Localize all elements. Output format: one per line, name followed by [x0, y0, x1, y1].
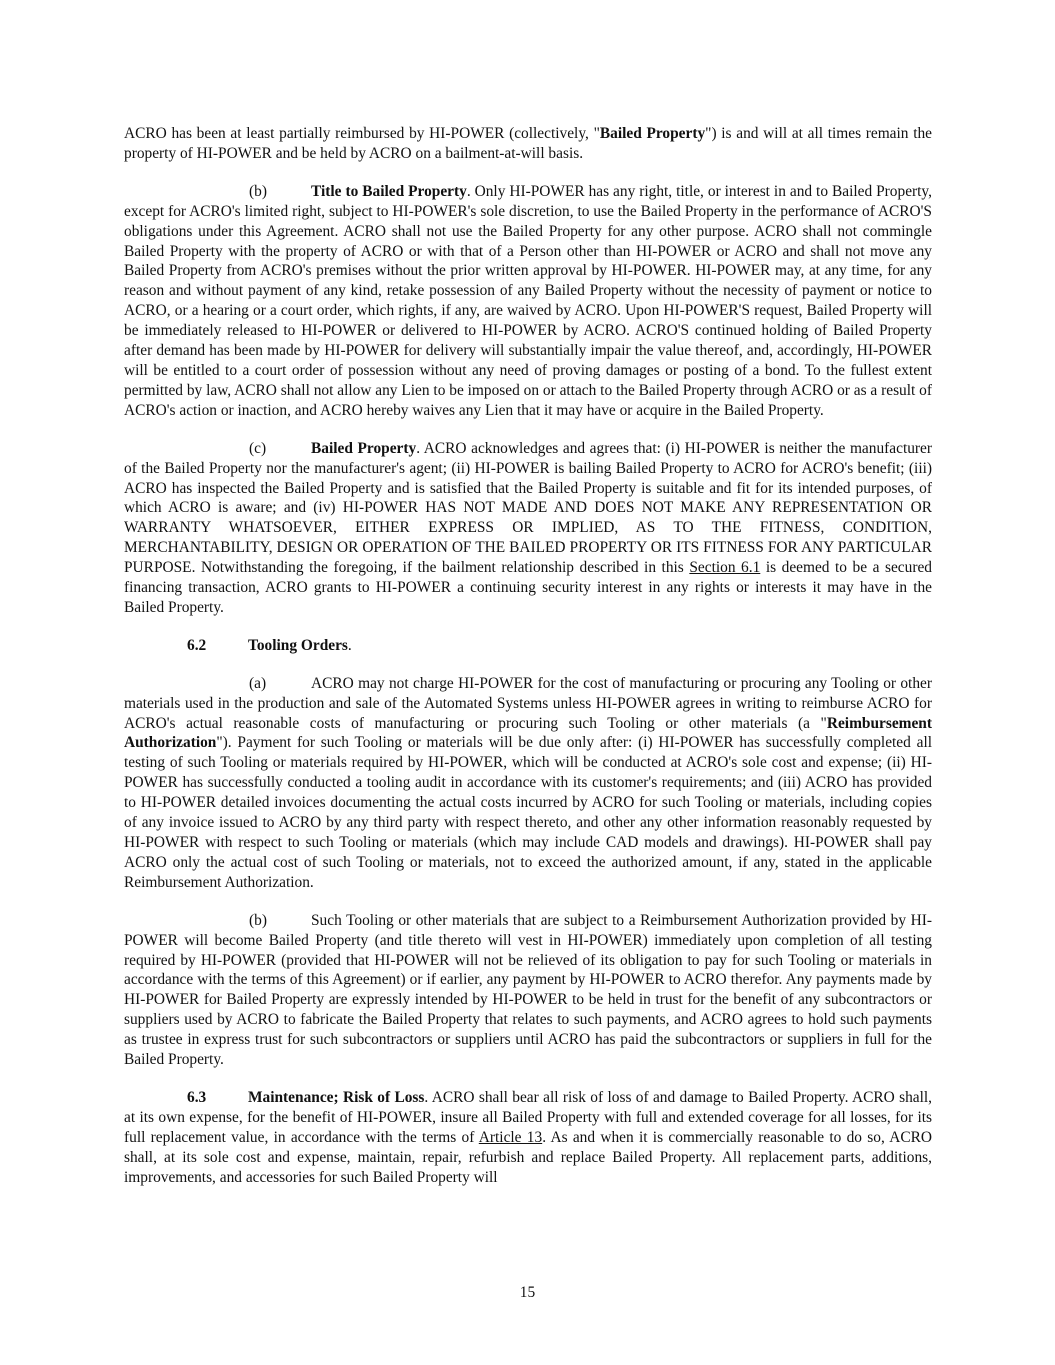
paragraph-6-1-b: (b) Title to Bailed Property. Only HI-POWER has any right, title, or interest in and to Bailed Property, except for ACRO's limited right, subject to HI-POWER's sole discretion, to use the Bailed Property in the performance of ACRO'S obligations under this Agreement. ACRO shall not use the Bailed Property for any other purpose. ACRO shall not commingle Bailed Property with the property of ACRO or with that of a Person other than HI-POWER or ACRO and shall not move any Bailed Property from ACRO's premises without the prior written approval by HI-POWER. HI-POWER may, at any time, for any reason and without payment of any kind, retake possession of any Bailed Property without the necessity of payment or notice to ACRO, or a hearing or a court order, which rights, if any, are waived by ACRO. Upon HI-POWER'S request, Bailed Property will be immediately released to HI-POWER or delivered to HI-POWER by ACRO. ACRO'S continued holding of Bailed Property after demand has been made by HI-POWER for delivery will substantially impair the value thereof, and, accordingly, HI-POWER will be entitled to a court order of possession without any need of proving damages or posting of a bond. To the fullest extent permitted by law, ACRO shall not allow any Lien to be imposed on or attach to the Bailed Property through ACRO or as a result of ACRO's action or inaction, and ACRO hereby waives any Lien that it may have or acquire in the Bailed Property.	[124, 182, 932, 419]
section-number: 6.3	[187, 1088, 207, 1106]
subsection-heading: Bailed Property	[311, 439, 417, 457]
defined-term: Reimbursement Authorization	[124, 714, 932, 752]
section-6-2-heading: 6.2 Tooling Orders.	[187, 636, 352, 654]
page-number: 15	[519, 1284, 536, 1301]
subsection-label: (a)	[249, 674, 267, 692]
paragraph-6-2-b: (b) Such Tooling or other materials that are subject to a Reimbursement Authorization provided by HI-POWER will become Bailed Property (and title thereto will vest in HI-POWER) immediately upon completion of all testing required by HI-POWER (provided that HI-POWER will not be relieved of its obligation to pay for such Tooling or materials in accordance with the terms of this Agreement) or if earlier, any payment by HI-POWER to ACRO therefor. Any payments made by HI-POWER for Bailed Property are expressly intended by HI-POWER to be held in trust for the benefit of any subcontractors or suppliers used by ACRO to fabricate the Bailed Property that relates to such payments, and ACRO agrees to hold such payments as trustee in express trust for such subcontractors or suppliers until ACRO has paid the subcontractors or suppliers in full for the Bailed Property.	[124, 911, 932, 1069]
paragraph-6-2-a: (a) ACRO may not charge HI-POWER for the cost of manufacturing or procuring any Tooling or other materials used in the production and sale of the Automated Systems unless HI-POWER agrees in writing to reimburse ACRO for ACRO's actual reasonable costs of manufacturing or procuring such Tooling or other materials (a "Reimbursement Authorization"). Payment for such Tooling or materials will be due only after: (i) HI-POWER has successfully completed all testing of such Tooling or materials required by HI-POWER, which will be conducted at ACRO's sole cost and expense; (ii) HI-POWER has successfully conducted a tooling audit in accordance with its customer's requirements; and (iii) ACRO has provided to HI-POWER detailed invoices documenting the actual costs incurred by ACRO for such Tooling or materials, including copies of any invoice issued to ACRO by any third party with respect thereto, and other any other information reasonably requested by HI-POWER with respect to such Tooling or materials (which may include CAD models and drawings). HI-POWER shall pay ACRO only the actual cost of such Tooling or materials, not to exceed the authorized amount, if any, stated in the applicable Reimbursement Authorization.	[124, 674, 932, 891]
subsection-heading: Title to Bailed Property	[311, 182, 467, 200]
section-title: Tooling Orders	[248, 636, 348, 654]
section-6-3: 6.3 Maintenance; Risk of Loss. ACRO shall bear all risk of loss of and damage to Bailed Property. ACRO shall, at its own expense, for the benefit of HI-POWER, insure all Bailed Property with full and extended coverage for all losses, for its full replacement value, in accordance with the terms of Article 13. As and when it is commercially reasonable to do so, ACRO shall, at its sole cost and expense, maintain, repair, refurbish and replace Bailed Property. All replacement parts, additions, improvements, and accessories for such Bailed Property will	[124, 1088, 933, 1186]
paragraph-intro: ACRO has been at least partially reimbursed by HI-POWER (collectively, "Bailed Property") is and will at all times remain the property of HI-POWER and be held by ACRO on a bailment-at-will basis.	[124, 125, 932, 162]
section-reference-link[interactable]: Section 6.1	[689, 559, 761, 577]
paragraph-6-1-c: (c) Bailed Property. ACRO acknowledges and agrees that: (i) HI-POWER is neither the manufacturer of the Bailed Property nor the manufacturer's agent; (ii) HI-POWER is bailing Bailed Property to ACRO for ACRO's benefit; (iii) ACRO has inspected the Bailed Property and is satisfied that the Bailed Property is suitable and fit for its intended purposes, of which ACRO is aware; and (iv) HI-POWER HAS NOT MADE AND DOES NOT MAKE ANY REPRESENTATION OR WARRANTY WHATSOEVER, EITHER EXPRESS OR IMPLIED, AS TO THE FITNESS, CONDITION, MERCHANTABILITY, DESIGN OR OPERATION OF THE BAILED PROPERTY OR ITS FITNESS FOR ANY PARTICULAR PURPOSE. Notwithstanding the foregoing, if the bailment relationship described in this Section 6.1 is deemed to be a secured financing transaction, ACRO grants to HI-POWER a continuing security interest in any rights or interests it may have in the Bailed Property.	[124, 439, 932, 616]
subsection-label: (c)	[249, 439, 267, 457]
subsection-label: (b)	[249, 182, 267, 200]
section-number: 6.2	[187, 636, 207, 654]
section-title: Maintenance; Risk of Loss	[248, 1088, 425, 1106]
defined-term: Bailed Property	[599, 125, 706, 142]
subsection-label: (b)	[249, 911, 267, 929]
article-reference-link[interactable]: Article 13	[478, 1128, 543, 1146]
document-page	[124, 124, 932, 1206]
